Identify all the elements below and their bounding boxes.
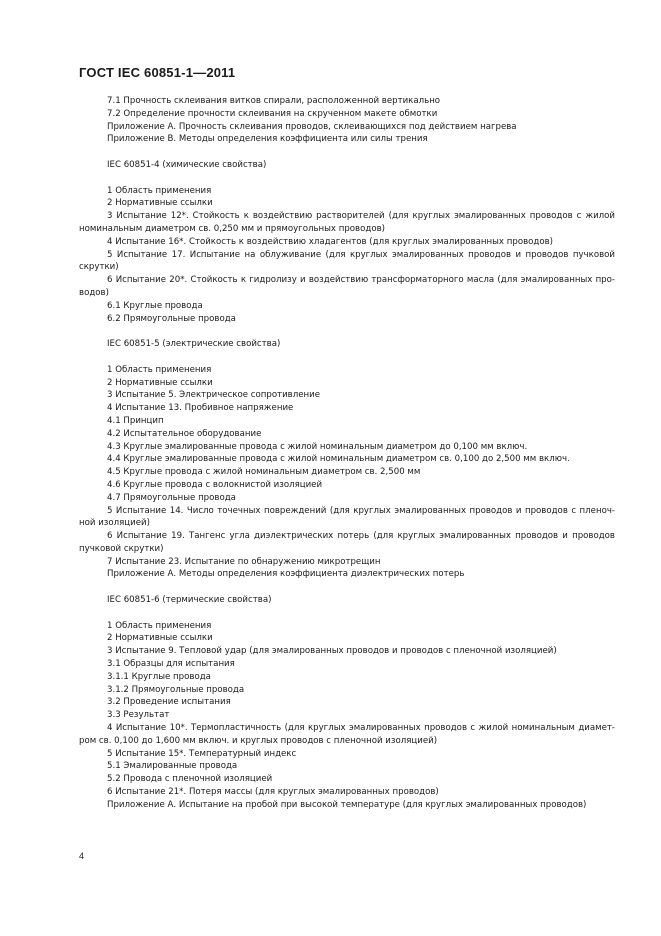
toc-line: 5.1 Эмалированные провода — [107, 761, 238, 772]
toc-line: 4.1 Принцип — [107, 415, 164, 426]
toc-line: 1 Область применения — [107, 620, 212, 631]
section-gap — [79, 351, 615, 364]
toc-line: IEC 60851-5 (электрические свойства) — [107, 339, 281, 350]
toc-line: 4.4 Круглые эмалированные провода с жилой номинальным диаметром св. 0,100 до 2,500 мм включ. — [107, 454, 570, 465]
toc-line: 5.2 Провода с пленочной изоляцией — [107, 774, 273, 785]
toc-line: Приложение А. Прочность склеивания проводов, склеивающихся под действием нагрева — [107, 121, 517, 132]
toc-line: Приложение А. Испытание на пробой при высокой температуре (для круглых эмалированных проводов) — [107, 799, 587, 810]
toc-line: IEC 60851-6 (термические свойства) — [107, 595, 272, 606]
toc-line: 6 Испытание 21*. Потеря массы (для круглых эмалированных проводов) — [107, 787, 439, 798]
toc-line: 6.2 Прямоугольные провода — [107, 313, 236, 324]
toc-line: 6 Испытание 20*. Стойкость к гидролизу и воздействию трансформаторного масла (для эмалированных про- — [107, 275, 615, 286]
toc-line: 1 Область применения — [107, 364, 212, 375]
toc-line: 4 Испытание 10*. Термопластичность (для круглых эмалированных проводов с жилой номинальным диамет- — [107, 723, 615, 734]
toc-line: 2 Нормативные ссылки — [107, 198, 213, 209]
toc-line: 4.5 Круглые провода с жилой номинальным диаметром св. 2,500 мм — [107, 467, 421, 478]
toc-line: 3.1 Образцы для испытания — [107, 659, 235, 670]
toc-line: пучковой скрутки) — [79, 543, 164, 554]
document-header: ГОСТ IEC 60851-1—2011 — [79, 65, 236, 80]
toc-line: 4 Испытание 13. Пробивное напряжение — [107, 403, 294, 414]
toc-line: ром св. 0,100 до 1,600 мм включ. и круглых проводов с пленочной изоляцией) — [79, 735, 438, 746]
toc-line: ной изоляцией) — [79, 518, 150, 529]
toc-line: 4 Испытание 16*. Стойкость к воздействию хладагентов (для круглых эмалированных проводов) — [107, 236, 554, 247]
toc-line: 2 Нормативные ссылки — [107, 633, 213, 644]
toc-line: 3.3 Результат — [107, 710, 170, 721]
toc-line: 3.2 Проведение испытания — [107, 697, 231, 708]
toc-line: 4.3 Круглые эмалированные провода с жилой номинальным диаметром до 0,100 мм включ. — [107, 441, 528, 452]
toc-line: Приложение А. Методы определения коэффициента диэлектрических потерь — [107, 569, 465, 580]
toc-line: 6.1 Круглые провода — [107, 300, 203, 311]
section-gap — [79, 146, 615, 159]
section-gap — [79, 581, 615, 594]
toc-line: 7 Испытание 23. Испытание по обнаружению микротрещин — [107, 556, 381, 567]
toc-line: 7.1 Прочность склеивания витков спирали, расположенной вертикально — [107, 96, 441, 106]
toc-line: 3.1.1 Круглые провода — [107, 671, 211, 682]
toc-line: 4.6 Круглые провода с волокнистой изоляцией — [107, 479, 323, 490]
toc-line: 5 Испытание 15*. Температурный индекс — [107, 748, 297, 759]
toc-line: номинальным диаметром св. 0,250 мм и прямоугольных проводов) — [79, 223, 385, 234]
toc-line: 4.7 Прямоугольные провода — [107, 492, 236, 503]
toc-line: 5 Испытание 17. Испытание на облуживание (для круглых эмалированных проводов и проводов пучковой — [107, 249, 615, 260]
section-gap — [79, 325, 615, 338]
toc-line: водов) — [79, 287, 109, 298]
toc-line: скрутки) — [79, 262, 119, 273]
toc-line: 5 Испытание 14. Число точечных повреждений (для круглых эмалированных проводов и проводов с пленоч- — [107, 505, 615, 516]
toc-line: IEC 60851-4 (химические свойства) — [107, 159, 267, 170]
toc-line: 4.2 Испытательное оборудование — [107, 428, 262, 439]
toc-line: 3 Испытание 9. Тепловой удар (для эмалированных проводов и проводов с пленочной изоляцией) — [107, 646, 557, 657]
table-of-contents — [79, 95, 615, 812]
toc-line: 3 Испытание 12*. Стойкость к воздействию растворителей (для круглых эмалированных проводов с жилой — [107, 211, 615, 222]
section-gap — [79, 172, 615, 185]
toc-line: 1 Область применения — [107, 185, 212, 196]
toc-line: 3.1.2 Прямоугольные провода — [107, 684, 245, 695]
section-gap — [79, 607, 615, 620]
page-number: 4 — [79, 851, 85, 861]
toc-line: Приложение В. Методы определения коэффициента или силы трения — [107, 134, 428, 145]
toc-line: 3 Испытание 5. Электрическое сопротивление — [107, 390, 320, 401]
toc-line: 7.2 Определение прочности склеивания на скрученном макете обмотки — [107, 108, 438, 119]
toc-line: 6 Испытание 19. Тангенс угла диэлектрических потерь (для круглых эмалированных проводов и проводов — [107, 531, 615, 542]
toc-line: 2 Нормативные ссылки — [107, 377, 213, 388]
